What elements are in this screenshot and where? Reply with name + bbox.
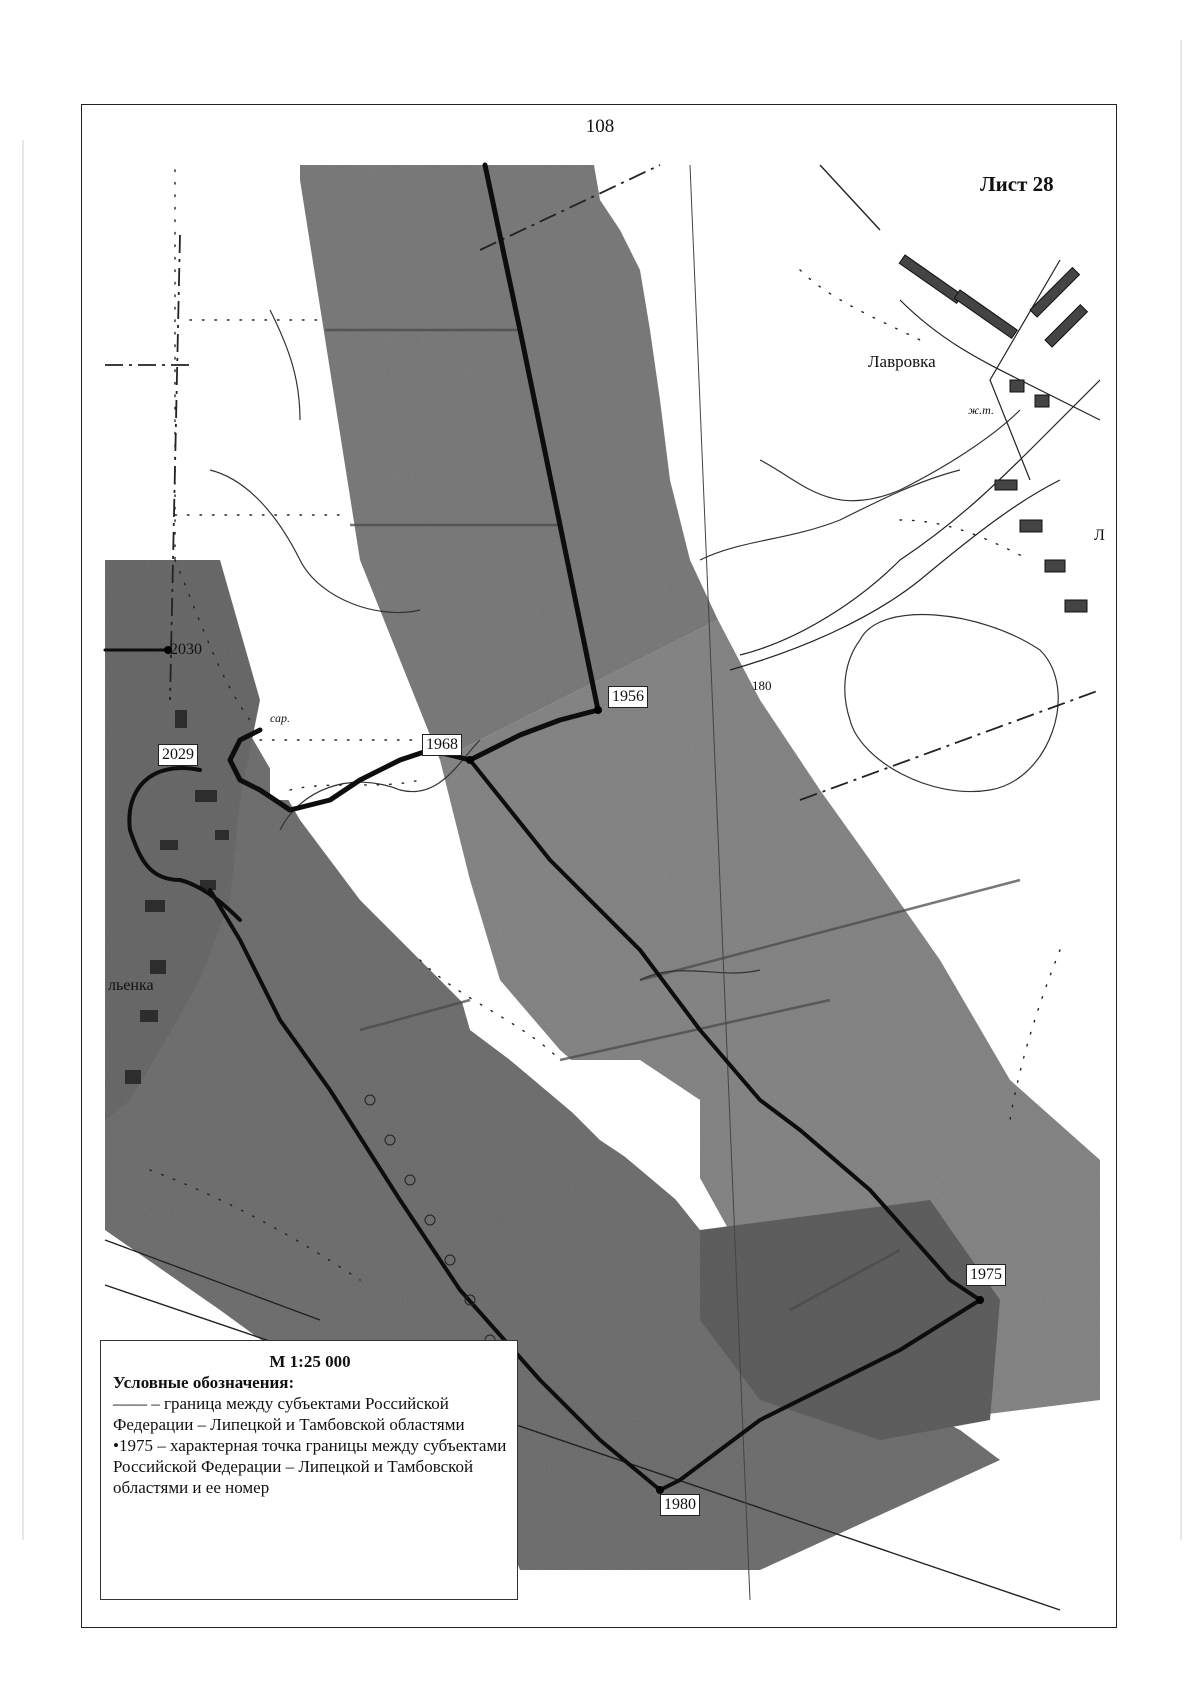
point-1975-marker bbox=[976, 1296, 984, 1304]
point-1968-marker bbox=[466, 756, 474, 764]
legend-item-point bbox=[113, 1435, 507, 1498]
point-label-1956: 1956 bbox=[608, 686, 648, 708]
legend-scale: М 1:25 000 bbox=[269, 1352, 351, 1371]
label-edge-letter: Л bbox=[1094, 527, 1105, 544]
settlement-label-lavrovka: Лавровка bbox=[868, 352, 936, 371]
legend-point-text: – характерная точка границы между субъектами Российской Федерации – Липецкой и Тамбовской областями и ее номер bbox=[113, 1436, 507, 1497]
legend-boundary-symbol: —— bbox=[113, 1394, 147, 1413]
scan-edge-right bbox=[1180, 40, 1182, 1540]
point-label-1975: 1975 bbox=[966, 1264, 1006, 1286]
roads-streams bbox=[730, 260, 1100, 670]
legend-item-boundary bbox=[113, 1393, 507, 1435]
label-elevation: 180 bbox=[752, 678, 772, 693]
label-zht: ж.т. bbox=[968, 403, 994, 417]
map-legend bbox=[100, 1340, 518, 1600]
point-1956-marker bbox=[594, 706, 602, 714]
scan-edge-left bbox=[22, 140, 24, 1540]
legend-boundary-text: – граница между субъектами Российской Федерации – Липецкой и Тамбовской областями bbox=[113, 1394, 465, 1434]
point-1980-marker bbox=[656, 1486, 664, 1494]
sheet-label: Лист 28 bbox=[980, 172, 1054, 196]
label-sar: сар. bbox=[270, 711, 291, 725]
point-label-2029: 2029 bbox=[158, 744, 198, 766]
page-number: 108 bbox=[585, 116, 615, 137]
legend-point-symbol: •1975 bbox=[113, 1436, 153, 1455]
settlement-label-partial: льенка bbox=[108, 977, 154, 994]
point-label-1980: 1980 bbox=[660, 1494, 700, 1516]
point-label-2030: 2030 bbox=[170, 641, 202, 658]
point-label-1968: 1968 bbox=[422, 734, 462, 756]
legend-title: Условные обозначения: bbox=[113, 1373, 295, 1392]
